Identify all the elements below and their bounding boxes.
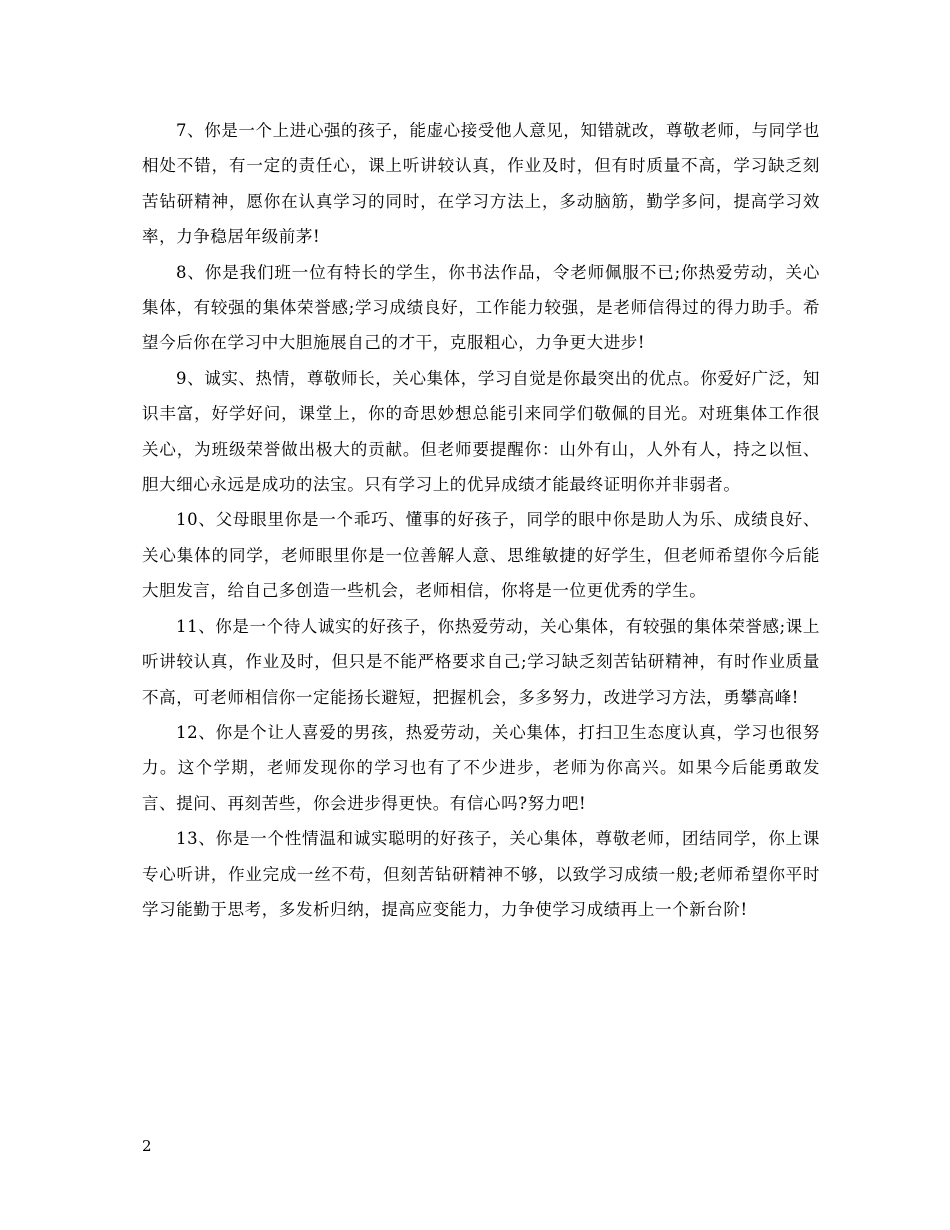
comment-paragraph-8: 8、你是我们班一位有特长的学生，你书法作品，令老师佩服不已;你热爱劳动，关心集体，有较强的集体荣誉感;学习成绩良好，工作能力较强，是老师信得过的得力助手。希望今后你在学习中大胆施展自己的才干，克服粗心，力争更大进步!: [142, 262, 820, 353]
comment-paragraph-12: 12、你是个让人喜爱的男孩，热爱劳动，关心集体，打扫卫生态度认真，学习也很努力。这个学期，老师发现你的学习也有了不少进步，老师为你高兴。如果今后能勇敢发言、提问、再刻苦些，你会进步得更快。有信心吗?努力吧!: [142, 722, 820, 813]
comment-paragraph-7: 7、你是一个上进心强的孩子，能虚心接受他人意见，知错就改，尊敬老师，与同学也相处不错，有一定的责任心，课上听讲较认真，作业及时，但有时质量不高，学习缺乏刻苦钻研精神，愿你在认真学习的同时，在学习方法上，多动脑筋，勤学多问，提高学习效率，力争稳居年级前茅!: [142, 121, 820, 247]
comment-paragraph-9: 9、诚实、热情，尊敬师长，关心集体，学习自觉是你最突出的优点。你爱好广泛，知识丰富，好学好问，课堂上，你的奇思妙想总能引来同学们敬佩的目光。对班集体工作很关心，为班级荣誉做出极大的贡献。但老师要提醒你：山外有山，人外有人，持之以恒、胆大细心永远是成功的法宝。只有学习上的优异成绩才能最终证明你并非弱者。: [142, 368, 820, 495]
comment-paragraph-11: 11、你是一个待人诚实的好孩子，你热爱劳动，关心集体，有较强的集体荣誉感;课上听讲较认真，作业及时，但只是不能严格要求自己;学习缺乏刻苦钻研精神，有时作业质量不高，可老师相信你一定能扬长避短，把握机会，多多努力，改进学习方法，勇攀高峰!: [142, 616, 820, 707]
page-number: 2: [142, 1137, 152, 1155]
page-content: [142, 113, 820, 927]
comment-paragraph-13: 13、你是一个性情温和诚实聪明的好孩子，关心集体，尊敬老师，团结同学，你上课专心听讲，作业完成一丝不苟，但刻苦钻研精神不够，以致学习成绩一般;老师希望你平时学习能勤于思考，多发析归纳，提高应变能力，力争使学习成绩再上一个新台阶!: [142, 829, 820, 919]
comment-paragraph-10: 10、父母眼里你是一个乖巧、懂事的好孩子，同学的眼中你是助人为乐、成绩良好、关心集体的同学，老师眼里你是一位善解人意、思维敏捷的好学生，但老师希望你今后能大胆发言，给自己多创造一些机会，老师相信，你将是一位更优秀的学生。: [142, 510, 820, 601]
